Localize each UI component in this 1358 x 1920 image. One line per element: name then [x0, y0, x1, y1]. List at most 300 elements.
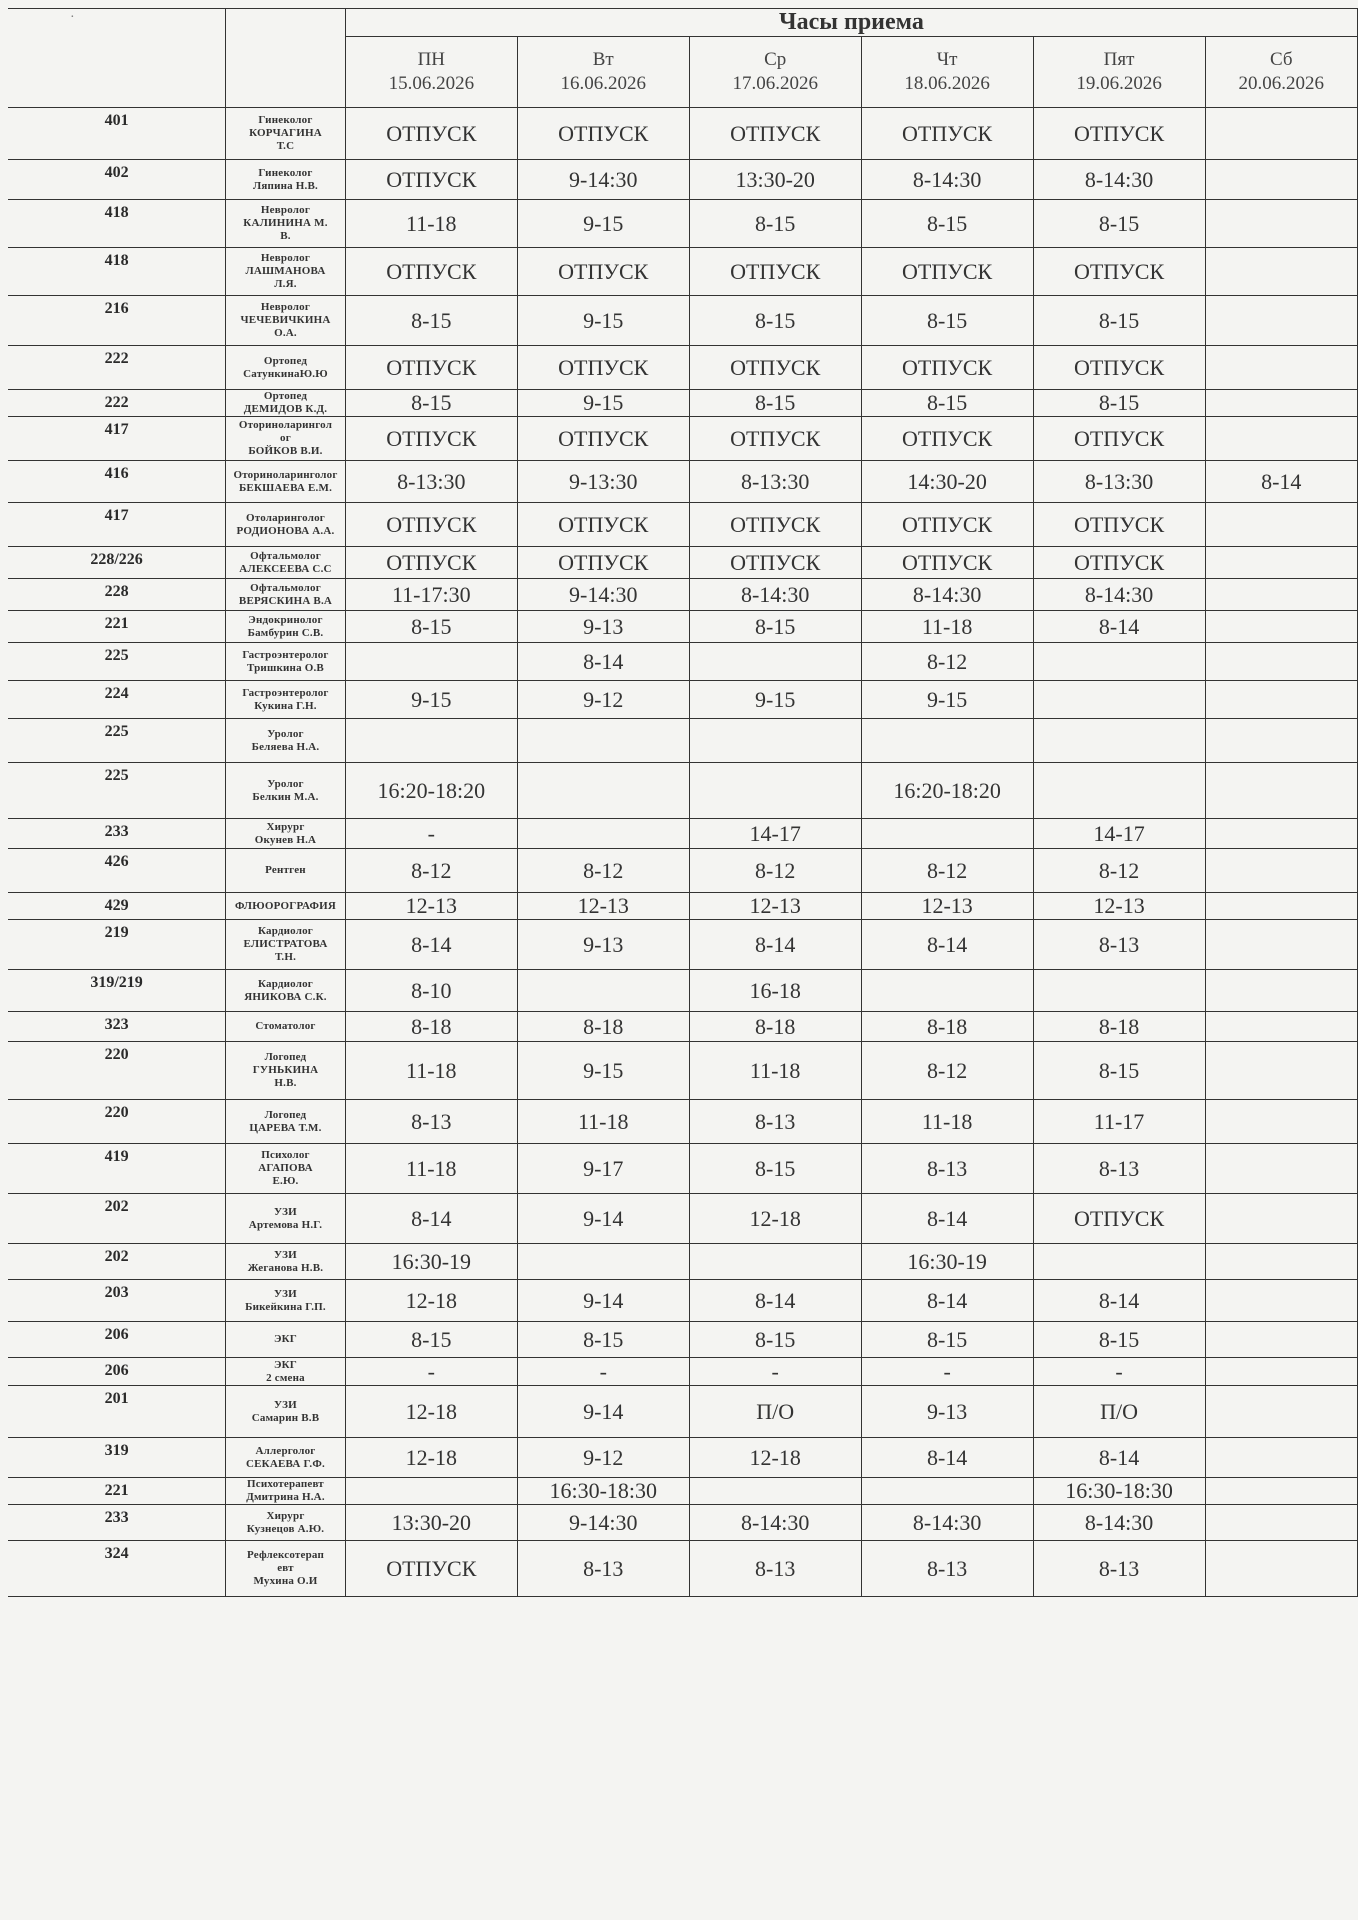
room-number: 429 [8, 893, 226, 920]
hours-cell: ОТПУСК [1033, 547, 1205, 579]
schedule-row [8, 681, 1358, 719]
hours-cell: 8-15 [689, 1322, 861, 1358]
schedule-row [8, 611, 1358, 643]
doctor-specialty: Логопед [264, 1051, 307, 1063]
hours-cell: 16:30-19 [345, 1244, 517, 1280]
doctor-info [226, 719, 346, 763]
schedule-row [8, 970, 1358, 1012]
doctor-info [226, 1194, 346, 1244]
hours-cell [345, 1478, 517, 1505]
hours-cell [689, 719, 861, 763]
doctor-info [226, 681, 346, 719]
hours-cell: ОТПУСК [861, 547, 1033, 579]
hours-cell [1205, 849, 1357, 893]
room-number: 426 [8, 849, 226, 893]
hours-cell [517, 970, 689, 1012]
hours-cell [1205, 1100, 1357, 1144]
hours-cell: ОТПУСК [517, 248, 689, 296]
doctor-name-line: евт [277, 1562, 294, 1574]
room-number: 222 [8, 346, 226, 390]
doctor-info [226, 893, 346, 920]
day-date: 16.06.2026 [560, 73, 646, 94]
doctor-specialty: Ортопед [263, 354, 308, 367]
hours-cell: 9-15 [345, 681, 517, 719]
room-number: 416 [8, 461, 226, 503]
doctor-name-line: ЯНИКОВА С.К. [244, 990, 327, 1003]
hours-cell: ОТПУСК [345, 1541, 517, 1597]
hours-cell: 8-14 [1033, 611, 1205, 643]
hours-cell: 11-18 [689, 1042, 861, 1100]
room-number: 417 [8, 417, 226, 461]
hours-cell: 12-13 [1033, 893, 1205, 920]
room-number: 221 [8, 611, 226, 643]
hours-cell: 8-15 [689, 1144, 861, 1194]
hours-cell: 8-15 [345, 296, 517, 346]
doctor-info [226, 248, 346, 296]
room-number: 202 [8, 1194, 226, 1244]
doctor-specialty: Уролог [267, 777, 304, 790]
hours-cell: 8-14:30 [1033, 579, 1205, 611]
hours-cell: 8-14 [517, 643, 689, 681]
hours-cell: 8-13:30 [1033, 461, 1205, 503]
room-number: 319 [8, 1438, 226, 1478]
doctor-name-line: ЕЛИСТРАТОВА [243, 938, 328, 950]
doctor-specialty: Хирург [266, 820, 305, 833]
hours-cell [345, 643, 517, 681]
day-name: Чт [936, 49, 958, 70]
schedule-row [8, 1505, 1358, 1541]
hours-cell: 9-14:30 [517, 579, 689, 611]
doctor-info [226, 1144, 346, 1194]
day-name: Вт [592, 49, 614, 70]
hours-cell [1205, 547, 1357, 579]
schedule-row [8, 1012, 1358, 1042]
hours-cell: ОТПУСК [517, 417, 689, 461]
doctor-info [226, 1358, 346, 1386]
doctor-info [226, 763, 346, 819]
doctor-name-line: БОЙКОВ В.И. [248, 445, 323, 457]
hours-cell: ОТПУСК [861, 503, 1033, 547]
schedule-row [8, 1438, 1358, 1478]
doctor-specialty: Отоларинголог [246, 511, 325, 524]
schedule-row [8, 763, 1358, 819]
schedule-row [8, 920, 1358, 970]
doctor-info [226, 819, 346, 849]
hours-cell [517, 819, 689, 849]
hours-cell [1205, 1478, 1357, 1505]
doctor-name-line: КАЛИНИНА М. [243, 217, 328, 229]
hours-cell: 14:30-20 [861, 461, 1033, 503]
hours-cell [1033, 1244, 1205, 1280]
doctor-specialty: ФЛЮОРОГРАФИЯ [234, 899, 336, 912]
doctor-info [226, 1322, 346, 1358]
hours-cell: 8-12 [861, 1042, 1033, 1100]
doctor-specialty: Психолог [261, 1149, 310, 1161]
hours-cell: 16-18 [689, 970, 861, 1012]
hours-cell [1205, 893, 1357, 920]
hours-cell: 8-15 [1033, 296, 1205, 346]
hours-cell: 8-14 [345, 920, 517, 970]
doctor-specialty: Оториноларингол [238, 419, 333, 431]
doctor-info [226, 547, 346, 579]
hours-cell: 8-14 [861, 1194, 1033, 1244]
hours-cell [1205, 200, 1357, 248]
hours-cell: 9-12 [517, 681, 689, 719]
hours-cell: ОТПУСК [517, 547, 689, 579]
doctor-name-line: ЛАШМАНОВА [245, 265, 326, 277]
schedule-row [8, 849, 1358, 893]
room-number: 228 [8, 579, 226, 611]
hours-cell: 8-12 [345, 849, 517, 893]
doctor-name-line: ЦАРЕВА Т.М. [249, 1121, 322, 1134]
doctor-name-line: Т.Н. [274, 951, 297, 963]
hours-cell: 8-13 [1033, 1541, 1205, 1597]
hours-cell: 16:30-19 [861, 1244, 1033, 1280]
hours-cell: 8-13 [861, 1541, 1033, 1597]
room-number: 324 [8, 1541, 226, 1597]
hours-cell [1205, 1042, 1357, 1100]
doctor-name-line: ГУНЬКИНА [252, 1064, 319, 1076]
schedule-row [8, 893, 1358, 920]
hours-cell: 8-18 [345, 1012, 517, 1042]
hours-cell: 8-10 [345, 970, 517, 1012]
hours-cell: 11-18 [345, 1042, 517, 1100]
doctor-info [226, 1042, 346, 1100]
hours-cell: 11-18 [517, 1100, 689, 1144]
schedule-row [8, 1478, 1358, 1505]
hours-cell: ОТПУСК [345, 248, 517, 296]
hours-cell: 8-14:30 [861, 160, 1033, 200]
room-number: 201 [8, 1386, 226, 1438]
hours-cell: - [345, 1358, 517, 1386]
hours-cell: 9-14 [517, 1194, 689, 1244]
doctor-specialty: Оториноларинголог [233, 468, 338, 481]
hours-cell: 12-18 [345, 1438, 517, 1478]
hours-cell [1205, 1322, 1357, 1358]
hours-cell: 13:30-20 [345, 1505, 517, 1541]
day-name: Сб [1269, 49, 1293, 70]
doctor-name-line: Окунев Н.А [254, 833, 317, 846]
doctor-name-line: Тришкина О.В [247, 661, 324, 674]
hours-cell: 8-14 [345, 1194, 517, 1244]
doctor-info [226, 1100, 346, 1144]
hours-cell: 16:30-18:30 [517, 1478, 689, 1505]
doctor-name-line: ВЕРЯСКИНА В.А [238, 594, 333, 607]
doctor-specialty: Офтальмолог [250, 549, 321, 562]
day-header [345, 37, 517, 108]
hours-cell: 8-15 [1033, 1322, 1205, 1358]
hours-cell: 8-15 [689, 390, 861, 417]
hours-cell [1205, 390, 1357, 417]
hours-cell: 8-18 [689, 1012, 861, 1042]
hours-cell: ОТПУСК [689, 547, 861, 579]
room-number: 225 [8, 719, 226, 763]
hours-cell: 12-13 [345, 893, 517, 920]
hours-cell: 14-17 [1033, 819, 1205, 849]
hours-cell: 9-14:30 [517, 160, 689, 200]
doctor-info [226, 160, 346, 200]
schedule-row [8, 417, 1358, 461]
hours-cell: 12-18 [345, 1280, 517, 1322]
hours-cell: ОТПУСК [689, 248, 861, 296]
hours-cell: ОТПУСК [861, 248, 1033, 296]
hours-cell: 8-13 [1033, 1144, 1205, 1194]
room-number: 221 [8, 1478, 226, 1505]
doctor-info [226, 611, 346, 643]
doctor-name-line: Ляпина Н.В. [252, 179, 318, 192]
hours-cell: 8-18 [1033, 1012, 1205, 1042]
hours-cell: 8-15 [1033, 200, 1205, 248]
hours-cell: ОТПУСК [1033, 417, 1205, 461]
room-number: 402 [8, 160, 226, 200]
hours-cell [1205, 1280, 1357, 1322]
hours-cell [1205, 763, 1357, 819]
hours-cell [1205, 417, 1357, 461]
doctor-specialty: УЗИ [274, 1398, 297, 1411]
doctor-info [226, 417, 346, 461]
doctor-specialty: Гинеколог [258, 166, 313, 179]
doctor-info [226, 200, 346, 248]
room-number: 206 [8, 1358, 226, 1386]
hours-cell: 8-13 [517, 1541, 689, 1597]
hours-cell: 8-15 [689, 200, 861, 248]
day-date: 20.06.2026 [1238, 73, 1325, 94]
hours-cell: 12-18 [345, 1386, 517, 1438]
day-date: 15.06.2026 [388, 73, 475, 94]
doctor-info [226, 1244, 346, 1280]
room-number: 202 [8, 1244, 226, 1280]
hours-cell: 9-13 [861, 1386, 1033, 1438]
room-number: 417 [8, 503, 226, 547]
schedule-row [8, 461, 1358, 503]
hours-cell: 8-15 [689, 611, 861, 643]
hours-cell [1205, 920, 1357, 970]
hours-cell: 8-13 [345, 1100, 517, 1144]
doctor-name-line: Бамбурин С.В. [247, 626, 324, 639]
doctor-specialty: Невролог [260, 204, 311, 216]
hours-cell [861, 819, 1033, 849]
doctor-specialty: Аллерголог [255, 1444, 316, 1457]
room-number: 225 [8, 763, 226, 819]
hours-cell: 9-13 [517, 920, 689, 970]
schedule-row [8, 390, 1358, 417]
hours-cell: 11-18 [345, 200, 517, 248]
doctor-specialty: ЭКГ [273, 1358, 298, 1371]
hours-cell: 9-15 [689, 681, 861, 719]
hours-cell [1205, 1505, 1357, 1541]
hours-cell [1205, 346, 1357, 390]
doctor-name-line: Белкин М.А. [252, 790, 319, 803]
doctor-name-line: В. [280, 230, 291, 242]
hours-cell [1033, 681, 1205, 719]
hours-cell [689, 643, 861, 681]
schedule-row [8, 160, 1358, 200]
hours-cell [1205, 160, 1357, 200]
schedule-row [8, 1042, 1358, 1100]
hours-cell: ОТПУСК [861, 346, 1033, 390]
doctor-name-line: КОРЧАГИНА [249, 127, 322, 139]
room-number: 225 [8, 643, 226, 681]
room-number: 323 [8, 1012, 226, 1042]
doctor-name-line: АГАПОВА [258, 1162, 313, 1174]
room-number: 233 [8, 1505, 226, 1541]
room-number: 220 [8, 1042, 226, 1100]
hours-cell: 8-12 [517, 849, 689, 893]
hours-cell: 16:20-18:20 [345, 763, 517, 819]
hours-cell: ОТПУСК [689, 503, 861, 547]
doctor-name-line: СЕКАЕВА Г.Ф. [246, 1457, 325, 1470]
hours-cell [1205, 1386, 1357, 1438]
hours-cell [1205, 1012, 1357, 1042]
schedule-row [8, 1386, 1358, 1438]
hours-cell: 12-18 [689, 1194, 861, 1244]
doctor-name-line: Жеганова Н.В. [247, 1261, 324, 1274]
hours-cell [1205, 1541, 1357, 1597]
room-number: 319/219 [8, 970, 226, 1012]
hours-cell: 9-14:30 [517, 1505, 689, 1541]
hours-cell: ОТПУСК [345, 503, 517, 547]
hours-cell: 8-13 [1033, 920, 1205, 970]
hours-cell: ОТПУСК [1033, 108, 1205, 160]
hours-cell [689, 1244, 861, 1280]
schedule-row [8, 1244, 1358, 1280]
doctor-name-line: Мухина О.И [253, 1575, 318, 1587]
schedule-row [8, 579, 1358, 611]
schedule-row [8, 296, 1358, 346]
hours-cell [861, 719, 1033, 763]
hours-cell: 12-13 [517, 893, 689, 920]
hours-cell [1205, 1194, 1357, 1244]
hours-cell [517, 719, 689, 763]
hours-cell: 8-15 [345, 390, 517, 417]
room-number: 228/226 [8, 547, 226, 579]
doctor-name-line: Л.Я. [274, 278, 297, 290]
doctor-specialty: Кардиолог [257, 977, 313, 990]
hours-cell: 8-13 [689, 1100, 861, 1144]
doctor-info [226, 920, 346, 970]
room-number: 418 [8, 200, 226, 248]
hours-cell: ОТПУСК [689, 417, 861, 461]
doctor-info [226, 579, 346, 611]
hours-cell: ОТПУСК [345, 346, 517, 390]
hours-cell: 11-18 [861, 611, 1033, 643]
hours-cell: 8-14 [861, 1280, 1033, 1322]
hours-cell: ОТПУСК [689, 108, 861, 160]
hours-cell: ОТПУСК [345, 417, 517, 461]
doctor-name-line: ог [280, 432, 291, 444]
hours-cell [1205, 643, 1357, 681]
day-name: ПН [417, 49, 446, 70]
hours-cell [1205, 1358, 1357, 1386]
day-name: Ср [764, 49, 787, 70]
hours-cell [861, 970, 1033, 1012]
room-number: 224 [8, 681, 226, 719]
hours-cell: 9-15 [517, 1042, 689, 1100]
hours-cell: 12-13 [689, 893, 861, 920]
schedule-table [8, 8, 1358, 1597]
doctor-specialty: Логопед [264, 1108, 307, 1121]
hours-cell: 8-13 [689, 1541, 861, 1597]
doctor-info [226, 1505, 346, 1541]
hours-cell [1205, 611, 1357, 643]
room-number: 206 [8, 1322, 226, 1358]
hours-cell: 8-14:30 [1033, 160, 1205, 200]
hours-cell: 8-15 [1033, 1042, 1205, 1100]
doctor-specialty: Гинеколог [258, 114, 313, 126]
hours-cell [345, 719, 517, 763]
hours-cell: - [517, 1358, 689, 1386]
schedule-row [8, 1358, 1358, 1386]
day-header [1033, 37, 1205, 108]
hours-cell: 8-15 [861, 1322, 1033, 1358]
day-date: 19.06.2026 [1076, 73, 1162, 94]
hours-cell [1205, 819, 1357, 849]
hours-cell: 12-13 [861, 893, 1033, 920]
doctor-name-line: О.А. [274, 327, 297, 339]
hours-cell: 9-15 [517, 296, 689, 346]
hours-cell: 11-17:30 [345, 579, 517, 611]
schedule-row [8, 1322, 1358, 1358]
hours-cell [1205, 503, 1357, 547]
hours-cell [861, 1478, 1033, 1505]
hours-cell: 8-14 [861, 1438, 1033, 1478]
room-number: 233 [8, 819, 226, 849]
hours-cell: 9-15 [861, 681, 1033, 719]
hours-cell: 8-15 [861, 200, 1033, 248]
doctor-name-line: Дмитрина Н.А. [246, 1491, 325, 1503]
doctor-name-line: Беляева Н.А. [251, 740, 320, 753]
hours-cell: 13:30-20 [689, 160, 861, 200]
doctor-info [226, 503, 346, 547]
hours-cell: ОТПУСК [517, 503, 689, 547]
hours-cell: 8-15 [345, 611, 517, 643]
doctor-name-line: Кузнецов А.Ю. [246, 1522, 325, 1535]
hours-cell [1033, 643, 1205, 681]
hours-cell: 8-15 [345, 1322, 517, 1358]
hours-cell: 11-18 [861, 1100, 1033, 1144]
day-header [861, 37, 1033, 108]
doctor-name-line: Кукина Г.Н. [254, 699, 317, 712]
doctor-name-line: СатункинаЮ.Ю [243, 367, 328, 380]
hours-cell: 8-12 [1033, 849, 1205, 893]
hours-cell: 8-14:30 [689, 1505, 861, 1541]
day-header [1205, 37, 1357, 108]
doctor-specialty: Невролог [260, 252, 311, 264]
hours-cell: 8-12 [861, 849, 1033, 893]
doctor-specialty: Хирург [266, 1509, 305, 1522]
hours-cell: 8-15 [861, 296, 1033, 346]
doctor-specialty: Стоматолог [255, 1020, 316, 1032]
hours-cell: 8-13 [861, 1144, 1033, 1194]
schedule-row [8, 108, 1358, 160]
hours-cell: 8-15 [517, 1322, 689, 1358]
hours-cell: 9-14 [517, 1280, 689, 1322]
room-number: 419 [8, 1144, 226, 1194]
hours-cell: 8-18 [861, 1012, 1033, 1042]
hours-cell [1205, 1438, 1357, 1478]
room-number: 220 [8, 1100, 226, 1144]
hours-cell [517, 1244, 689, 1280]
hours-cell: 8-14 [1033, 1438, 1205, 1478]
doctor-name-line: ЧЕЧЕВИЧКИНА [240, 314, 331, 326]
doctor-specialty: УЗИ [274, 1205, 297, 1218]
hours-cell: ОТПУСК [517, 346, 689, 390]
doctor-info [226, 1386, 346, 1438]
hours-cell: 8-12 [861, 643, 1033, 681]
schedule-row [8, 547, 1358, 579]
doctor-info [226, 1280, 346, 1322]
hours-cell: 8-14 [689, 1280, 861, 1322]
